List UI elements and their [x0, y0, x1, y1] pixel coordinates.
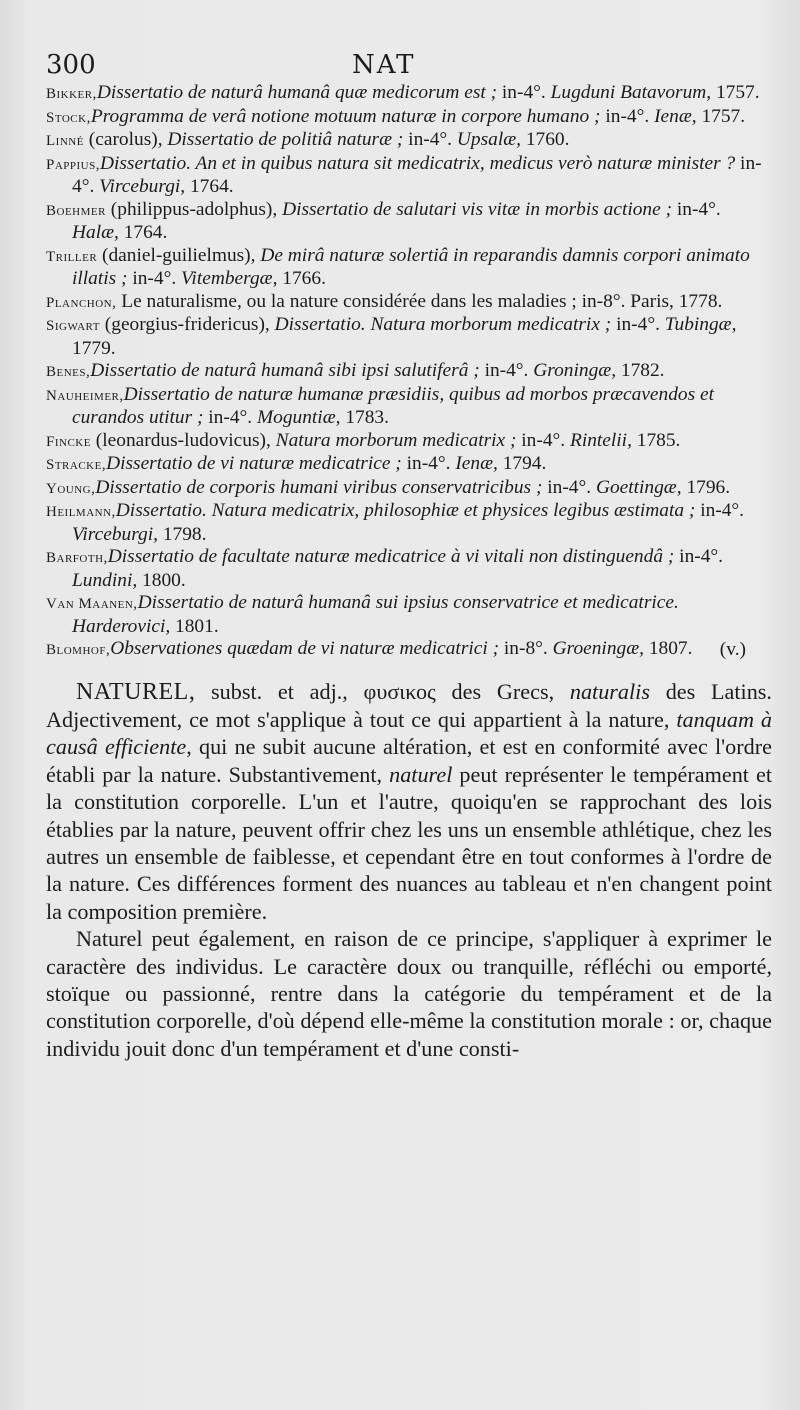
entry-place: Halæ, — [72, 222, 119, 243]
entry-year: 1796. — [681, 476, 731, 498]
entry-place: Harderovici, — [72, 615, 171, 637]
entry-text: (daniel-guilielmus), — [97, 244, 261, 266]
bibliography-entry — [46, 500, 772, 546]
entry-text: (georgius-fridericus), — [99, 314, 275, 335]
entry-title: Dissertatio de salutari vis vitæ in morbis actione ; — [282, 198, 673, 220]
entry-author: Pappius, — [46, 156, 100, 173]
bibliography-entry — [46, 360, 772, 384]
entry-author: Planchon, — [46, 294, 117, 311]
entry-year: 1779. — [72, 337, 116, 359]
paragraph-1 — [46, 678, 772, 926]
page-header — [46, 50, 772, 80]
entry-place: Groeningæ, — [552, 638, 644, 659]
entry-title: Dissertatio. Natura morborum medicatrix ; — [274, 314, 612, 335]
entry-author: Sigwart — [46, 318, 100, 334]
paragraph-2: Naturel peut également, en raison de ce principe, s'appliquer à exprimer le caractère des individus. Le caractère doux ou tranquille, réfléchi ou emporté, stoïque ou passionné, rentre dans la catégorie du tempérament et de la constitution corporelle, d'où dépend elle-même la constitution morale : or, chaque individu jouit donc d'un tempérament et d'une consti- — [46, 926, 772, 1061]
entry-author: Triller — [46, 248, 98, 265]
entry-author: Stracke, — [46, 457, 107, 473]
entry-title: Dissertatio de naturâ humanâ sui ipsius conservatrice et medicatrice. — [137, 592, 679, 613]
text-run: des Latins. Adjectivement, ce mot s'applique à tout ce qui appartient à la nature, — [46, 678, 772, 732]
bibliography-entry — [46, 592, 772, 638]
entry-place: Rintelii, — [569, 429, 632, 451]
entry-year: 1807. — [644, 638, 693, 659]
bibliography-list — [46, 82, 772, 662]
entry-title: Dissertatio de naturæ humanæ præsidiis, quibus ad morbos præcavendos et curandos utitur ; — [72, 383, 715, 428]
bibliography-entry — [46, 82, 772, 106]
entry-title: Dissertatio de naturâ humanâ sibi ipsi salutiferâ ; — [90, 360, 480, 381]
entry-author: Fincke — [46, 433, 91, 450]
entry-format: in-4°. — [611, 314, 665, 335]
entry-year: 1764. — [118, 222, 168, 243]
entry-author: Benes, — [46, 364, 91, 380]
entry-title: Dissertatio. Natura medicatrix, philosophiæ et physices legibus æstimata ; — [115, 500, 696, 521]
entry-place: Tubingæ, — [664, 314, 737, 335]
entry-year: 1783. — [340, 407, 389, 428]
entry-author: Van Maanen, — [46, 596, 138, 612]
entry-format: in-8°. — [499, 638, 553, 659]
bibliography-entry — [46, 477, 772, 501]
entry-author: Nauheimer, — [46, 387, 124, 404]
entry-place: Vitembergæ, — [181, 268, 278, 289]
entry-format: in-4°. — [600, 105, 655, 127]
entry-format: in-4°. — [203, 407, 257, 428]
page-number: 300 — [46, 50, 96, 80]
text-run: des Grecs, — [435, 678, 570, 704]
entry-format: in-4°. — [672, 198, 721, 220]
entry-format: in-4°. — [695, 500, 745, 521]
entry-place: Goettingæ, — [595, 476, 682, 498]
entry-year: 1764. — [185, 176, 234, 197]
entry-format: in-4°. — [127, 268, 182, 289]
entry-title: Dissertatio de vi naturæ medicatrice ; — [106, 453, 402, 474]
bibliography-entry — [46, 453, 772, 477]
entry-year: 1757. — [711, 82, 760, 103]
text-run: subst. et adj., — [195, 678, 364, 704]
entry-title: Observationes quædam de vi naturæ medicatrici ; — [110, 638, 500, 659]
text-run: peut représenter le tempérament et la constitution corporelle. L'un et l'autre, quoiqu'en se rapprochant des lois établies par la nature, peuvent offrir chez les uns un ensemble athlétique, chez les autres un ensemble de faiblesse, et cependant être en tout conformes à l'ordre de la nature. Ces différences forment des nuances au tableau et n'en changent point la composition première. — [46, 761, 772, 924]
entry-title: Dissertatio de facultate naturæ medicatrice à vi vitali non distinguendâ ; — [107, 546, 675, 567]
emphasis: naturel — [389, 761, 453, 787]
entry-author: Boehmer — [46, 202, 106, 219]
entry-text: Le naturalisme, ou la nature considérée dans les maladies ; in-8°. Paris, 1778. — [116, 290, 723, 312]
bibliography-entry — [46, 430, 772, 454]
entry-text: (carolus), — [83, 129, 168, 150]
entry-format: in-4°. — [497, 82, 551, 103]
entry-year: 1785. — [631, 429, 681, 451]
entry-format: in-4°. — [516, 429, 570, 451]
entry-place: Ienæ, — [455, 453, 498, 474]
article-naturel — [46, 678, 772, 1063]
entry-place: Upsalæ, — [456, 129, 521, 150]
entry-title: Programma de verâ notione motuum naturæ in corpore humano ; — [90, 105, 601, 127]
bibliography-entry — [46, 546, 772, 592]
entry-place: Virceburgi, — [99, 176, 186, 197]
author-signature: (v.) — [719, 639, 746, 660]
entry-year: 1798. — [157, 523, 207, 545]
entry-place: Virceburgi, — [72, 523, 158, 545]
entry-title: Dissertatio de politiâ naturæ ; — [167, 129, 404, 150]
bibliography-entry — [46, 638, 772, 662]
bibliography-entry — [46, 291, 772, 315]
bibliography-entry — [46, 314, 772, 360]
running-head: NAT — [352, 50, 416, 80]
entry-place: Ienæ, — [654, 105, 697, 127]
latin-quote: tanquam à causâ efficiente — [46, 706, 772, 760]
entry-year: 1782. — [616, 360, 665, 381]
entry-author: Heilmann, — [46, 504, 116, 520]
entry-place: Lugduni Batavorum, — [550, 82, 712, 103]
bibliography-entry — [46, 384, 772, 430]
headword: NATUREL, — [76, 678, 196, 705]
entry-year: 1757. — [696, 105, 746, 127]
entry-format: in-4°. — [479, 360, 534, 381]
entry-title: Dissertatio de corporis humani viribus conservatricibus ; — [95, 476, 543, 498]
bibliography-entry — [46, 199, 772, 245]
entry-year: 1801. — [170, 615, 219, 637]
entry-author: Blomhof, — [46, 642, 111, 658]
text-run: , qui ne subit aucune altération, et est en conformité avec l'ordre établi par la nature. Substantivement, — [46, 734, 772, 787]
bibliography-entry — [46, 245, 772, 291]
entry-format: in-4°. — [403, 129, 457, 150]
entry-author: Stock, — [46, 109, 91, 126]
entry-year: 1760. — [520, 129, 570, 150]
greek-term: φυσικος — [363, 678, 436, 704]
entry-place: Moguntiæ, — [256, 407, 341, 428]
entry-title: Natura morborum medicatrix ; — [275, 429, 517, 451]
entry-title: De mirâ naturæ solertiâ in reparandis damnis corpori animato illatis ; — [72, 244, 750, 289]
entry-text: (leonardus-ludovicus), — [90, 429, 276, 451]
bibliography-entry — [46, 129, 772, 153]
entry-format: in-4°. — [72, 152, 762, 197]
entry-title: Dissertatio. An et in quibus natura sit medicatrix, medicus verò naturæ minister ? — [100, 152, 736, 174]
entry-title: Dissertatio de naturâ humanâ quæ medicorum est ; — [96, 82, 498, 103]
entry-place: Groningæ, — [533, 360, 617, 381]
entry-format: in-4°. — [674, 546, 724, 567]
entry-year: 1800. — [137, 569, 186, 591]
entry-format: in-4°. — [401, 453, 456, 474]
entry-year: 1766. — [277, 268, 326, 289]
entry-author: Young, — [46, 480, 96, 497]
entry-format: in-4°. — [542, 476, 596, 498]
bibliography-entry — [46, 153, 772, 199]
entry-author: Barfoth, — [46, 550, 108, 566]
entry-author: Linné — [46, 133, 84, 149]
entry-text: (philippus-adolphus), — [105, 198, 283, 220]
latin-term: naturalis — [569, 678, 650, 704]
entry-place: Lundini, — [72, 569, 138, 591]
bibliography-entry — [46, 106, 772, 130]
entry-author: Bikker, — [46, 86, 97, 102]
entry-year: 1794. — [497, 453, 547, 474]
